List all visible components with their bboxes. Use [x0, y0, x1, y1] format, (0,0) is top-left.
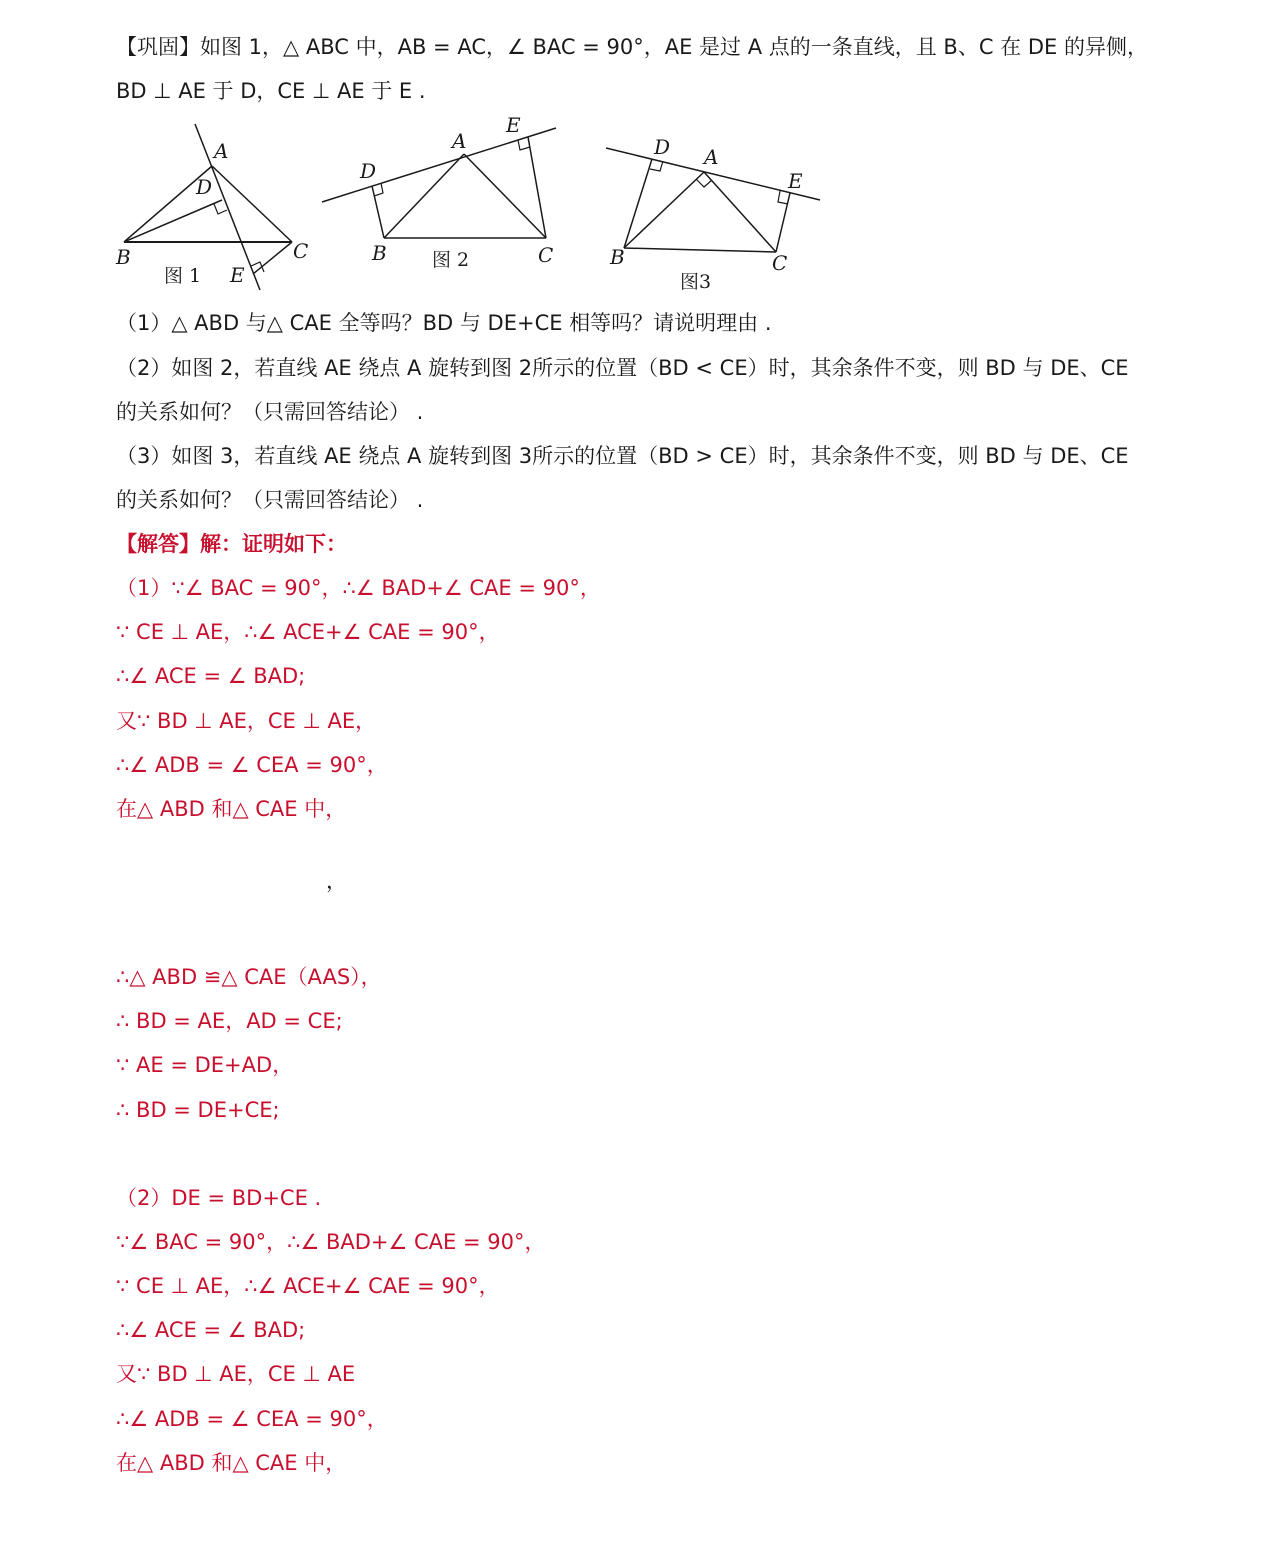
answer-line: ∵ AE = DE+AD，: [116, 1053, 294, 1077]
figure-1: [110, 118, 320, 302]
answer-line: （2）DE = BD+CE .: [116, 1186, 322, 1210]
fig3-label-d: D: [654, 135, 671, 159]
fig1-label-a: A: [214, 139, 229, 163]
figure-3: [600, 130, 830, 304]
fig2-caption: 图 2: [432, 249, 470, 271]
fig1-label-d: D: [196, 175, 213, 199]
question-part-3a: （3）如图 3，若直线 AE 绕点 A 旋转到图 3所示的位置（BD > CE）时，其余条件不变，则 BD 与 DE、CE: [116, 444, 1129, 468]
answer-header: 【解答】解：证明如下：: [116, 532, 347, 556]
fig2-label-d: D: [360, 159, 377, 183]
answer-comma: ，: [326, 869, 347, 893]
question-part-2a: （2）如图 2，若直线 AE 绕点 A 旋转到图 2所示的位置（BD < CE）时，其余条件不变，则 BD 与 DE、CE: [116, 356, 1129, 380]
fig1-caption: 图 1: [164, 265, 202, 287]
fig2-label-b: B: [372, 241, 387, 265]
answer-line: 又∵ BD ⊥ AE，CE ⊥ AE: [116, 1362, 356, 1386]
answer-line: ∴∠ ACE = ∠ BAD;: [116, 664, 306, 688]
fig1-label-c: C: [293, 239, 309, 263]
fig2-label-a: A: [452, 129, 467, 153]
answer-line: ∴∠ ADB = ∠ CEA = 90°，: [116, 1407, 388, 1431]
question-part-1: （1）△ ABD 与△ CAE 全等吗？BD 与 DE+CE 相等吗？请说明理由 .: [116, 311, 772, 335]
answer-line: ∴∠ ADB = ∠ CEA = 90°，: [116, 753, 388, 777]
answer-line: ∵ CE ⊥ AE，∴∠ ACE+∠ CAE = 90°，: [116, 1274, 500, 1298]
answer-line: 又∵ BD ⊥ AE，CE ⊥ AE，: [116, 709, 377, 733]
answer-line: ∴ BD = AE，AD = CE;: [116, 1009, 343, 1033]
fig1-label-b: B: [116, 245, 131, 269]
question-part-2b: 的关系如何？（只需回答结论） .: [116, 400, 424, 424]
answer-line: ∴ BD = DE+CE;: [116, 1098, 280, 1122]
fig3-label-e: E: [788, 169, 803, 193]
fig1-label-e: E: [230, 263, 245, 287]
fig3-label-c: C: [772, 251, 788, 275]
figure-2: [318, 112, 568, 281]
fig3-label-a: A: [704, 145, 719, 169]
answer-line: （1）∵∠ BAC = 90°，∴∠ BAD+∠ CAE = 90°，: [116, 576, 601, 600]
answer-line: ∵ CE ⊥ AE，∴∠ ACE+∠ CAE = 90°，: [116, 620, 500, 644]
answer-line: 在△ ABD 和△ CAE 中，: [116, 797, 347, 821]
fig2-label-e: E: [506, 113, 521, 137]
question-line-1: 【巩固】如图 1，△ ABC 中，AB = AC，∠ BAC = 90°，AE 是过 A 点的一条直线，且 B、C 在 DE 的异侧，: [116, 35, 1148, 59]
answer-line: ∴∠ ACE = ∠ BAD;: [116, 1318, 306, 1342]
answer-line: ∵∠ BAC = 90°，∴∠ BAD+∠ CAE = 90°，: [116, 1230, 546, 1254]
fig2-label-c: C: [538, 243, 554, 267]
question-part-3b: 的关系如何？（只需回答结论） .: [116, 488, 424, 512]
question-line-2: BD ⊥ AE 于 D，CE ⊥ AE 于 E .: [116, 79, 426, 103]
fig3-label-b: B: [610, 245, 625, 269]
fig3-caption: 图3: [680, 271, 712, 293]
answer-line: ∴△ ABD ≌△ CAE（AAS），: [116, 965, 382, 989]
answer-line: 在△ ABD 和△ CAE 中，: [116, 1451, 347, 1475]
